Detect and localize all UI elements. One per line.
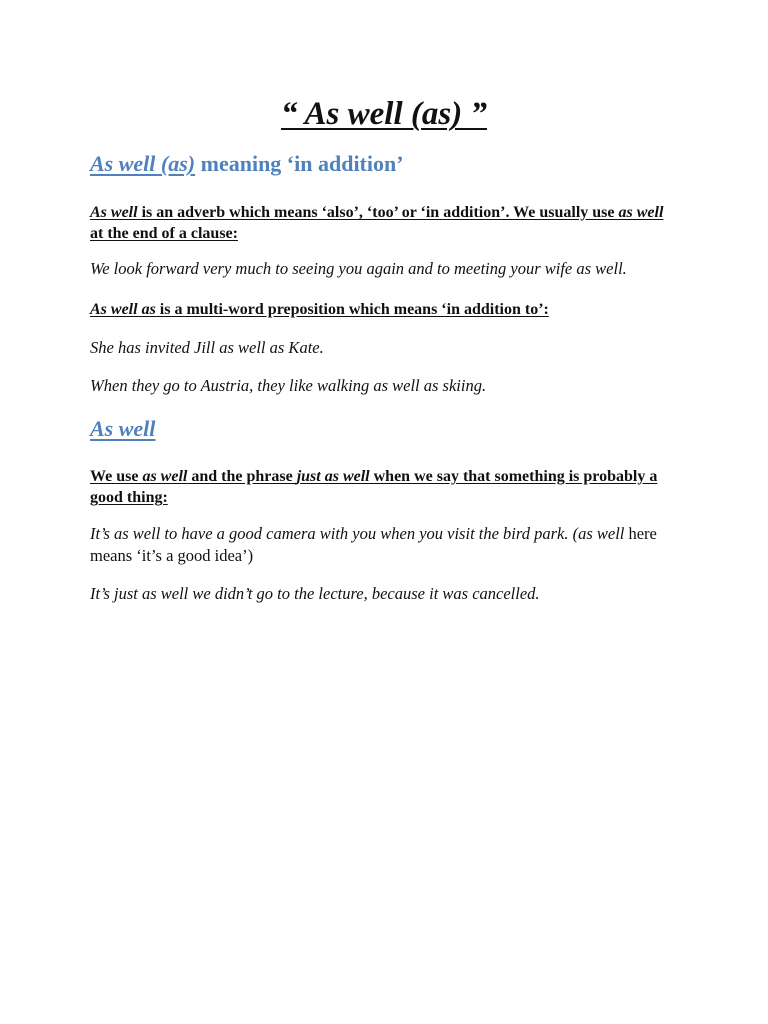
- rule-term: As well: [90, 204, 138, 221]
- example-sentence: She has invited Jill as well as Kate.: [90, 338, 324, 357]
- rule-text: is an adverb which means ‘also’, ‘too’ or ‘in addition’. We usually use: [137, 204, 619, 221]
- example-gloss: here means ‘it’s a good idea’): [90, 524, 657, 565]
- rule-text: and the phrase: [187, 468, 297, 485]
- example-sentence: When they go to Austria, they like walking as well as skiing.: [90, 376, 487, 395]
- section-heading-as-well: [90, 415, 155, 443]
- page-title: “ As well (as) ”: [281, 96, 487, 132]
- rule-term: as well: [142, 468, 188, 485]
- rule-text: We use: [90, 468, 143, 485]
- rule-term: as well: [618, 204, 664, 221]
- rule-term: As well as: [90, 301, 156, 318]
- section-heading-in-addition: [90, 150, 404, 178]
- heading-rest: meaning ‘in addition’: [195, 151, 404, 176]
- rule-text: at the end of a clause:: [90, 225, 238, 242]
- rule-as-well-as-preposition: [90, 299, 680, 320]
- example-text: It’s as well to have a good camera with you when you visit the bird park. (as well: [90, 524, 629, 543]
- example-sentence: [90, 523, 680, 567]
- rule-text: when we say that something is probably a good thing:: [90, 468, 658, 506]
- rule-text: is a multi-word preposition which means ‘in addition to’:: [155, 301, 549, 318]
- heading-term: As well: [90, 416, 156, 441]
- example-sentence: We look forward very much to seeing you again and to meeting your wife as well.: [90, 259, 627, 278]
- heading-term: As well (as): [90, 151, 196, 176]
- rule-as-well-adverb: [90, 202, 680, 244]
- rule-just-as-well: [90, 466, 680, 508]
- example-sentence: It’s just as well we didn’t go to the lecture, because it was cancelled.: [90, 584, 540, 603]
- rule-term: just as well: [296, 468, 370, 485]
